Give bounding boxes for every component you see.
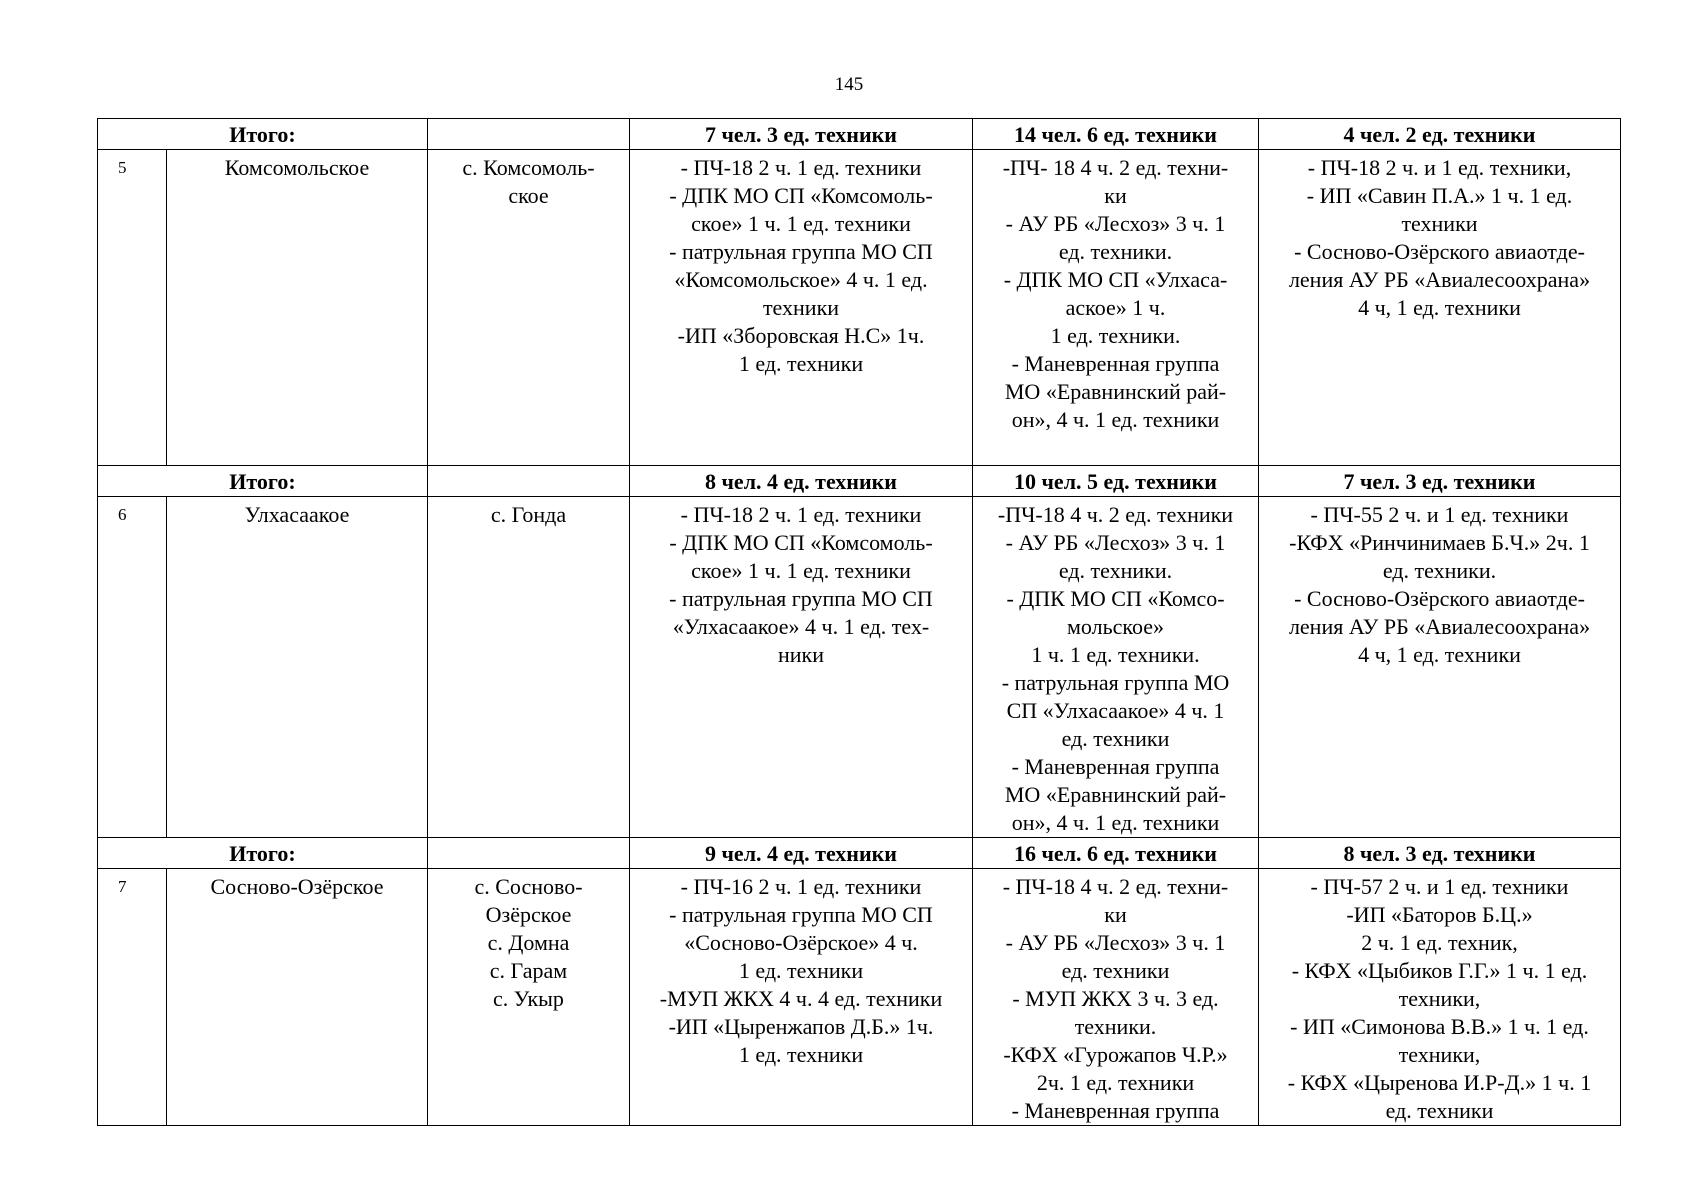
cell-line: -ИП «Зборовская Н.С» 1ч.: [677, 323, 925, 348]
cell-line: - ПЧ-18 4 ч. 2 ед. техни-: [1002, 874, 1229, 899]
cell-line: Озёрское: [485, 902, 572, 927]
cell-line: с. Комсомоль-: [462, 155, 595, 180]
cell-line: - Сосново-Озёрского авиаотде-: [1294, 586, 1585, 611]
row-number: 7: [98, 869, 167, 1126]
total-label: Итого:: [98, 838, 428, 869]
cell-line: - АУ РБ «Лесхоз» 3 ч. 1: [1005, 211, 1226, 236]
row-number: 6: [98, 497, 167, 838]
cell-line: - Маневренная группа: [1011, 1098, 1220, 1123]
cell-line: «Улхасаакое» 4 ч. 1 ед. тех-: [672, 614, 930, 639]
cell-line: техники.: [1074, 1014, 1157, 1039]
cell-line: - КФХ «Цыренова И.Р-Д.» 1 ч. 1: [1287, 1070, 1592, 1095]
col-b-cell: [973, 150, 1259, 466]
cell-line: ки: [1104, 183, 1127, 208]
cell-line: - ПЧ-18 2 ч. 1 ед. техники: [680, 155, 922, 180]
cell-line: ское» 1 ч. 1 ед. техники: [691, 211, 911, 236]
col-b-cell: [973, 869, 1259, 1126]
cell-line: - ДПК МО СП «Улхаса-: [1003, 267, 1228, 292]
cell-line: 1 ед. техники: [738, 1042, 864, 1067]
cell-line: -МУП ЖКХ 4 ч. 4 ед. техники: [659, 986, 943, 1011]
cell-line: - АУ РБ «Лесхоз» 3 ч. 1: [1005, 530, 1226, 555]
col-c-cell: [1259, 150, 1621, 466]
cell-line: техники,: [1398, 1042, 1481, 1067]
cell-line: - патрульная группа МО СП: [669, 239, 933, 264]
cell-line: -ПЧ- 18 4 ч. 2 ед. техни-: [1002, 155, 1229, 180]
localities-cell: [428, 497, 630, 838]
cell-line: - ПЧ-57 2 ч. и 1 ед. техники: [1310, 874, 1569, 899]
total-col-a: 8 чел. 4 ед. техники: [630, 466, 973, 497]
cell-line: ники: [777, 642, 824, 667]
cell-line: 2 ч. 1 ед. техник,: [1361, 930, 1518, 955]
cell-line: - МУП ЖКХ 3 ч. 3 ед.: [1012, 986, 1219, 1011]
cell-line: СП «Улхасаакое» 4 ч. 1: [1006, 698, 1225, 723]
total-col-c: 8 чел. 3 ед. техники: [1259, 838, 1621, 869]
cell-line: с. Домна: [487, 930, 570, 955]
cell-line: 4 ч, 1 ед. техники: [1358, 642, 1521, 667]
cell-line: аское» 1 ч.: [1065, 295, 1166, 320]
cell-line: «Сосново-Озёрское» 4 ч.: [684, 930, 918, 955]
cell-line: 1 ед. техники: [738, 958, 864, 983]
total-col-c: 7 чел. 3 ед. техники: [1259, 466, 1621, 497]
cell-line: - Сосново-Озёрского авиаотде-: [1294, 239, 1585, 264]
cell-line: -КФХ «Ринчинимаев Б.Ч.» 2ч. 1: [1289, 530, 1590, 555]
cell-line: - ПЧ-18 2 ч. и 1 ед. техники,: [1307, 155, 1572, 180]
cell-line: ед. техники: [1385, 1098, 1494, 1123]
total-col-b: 16 чел. 6 ед. техники: [973, 838, 1259, 869]
total-row: [98, 119, 1621, 150]
cell-line: техники: [762, 295, 840, 320]
cell-line: - КФХ «Цыбиков Г.Г.» 1 ч. 1 ед.: [1291, 958, 1588, 983]
col-c-cell: [1259, 869, 1621, 1126]
total-empty-cell: [428, 838, 630, 869]
cell-line: ления АУ РБ «Авиалесоохрана»: [1288, 267, 1591, 292]
cell-line: ское: [508, 183, 549, 208]
cell-line: ед. техники: [1061, 958, 1170, 983]
cell-line: -ИП «Баторов Б.Ц.»: [1346, 902, 1533, 927]
col-c-cell: [1259, 497, 1621, 838]
cell-line: МО «Еравнинский рай-: [1004, 379, 1227, 404]
cell-line: - ИП «Савин П.А.» 1 ч. 1 ед.: [1306, 183, 1573, 208]
cell-line: техники: [1401, 211, 1478, 236]
cell-line: ед. техники.: [1058, 558, 1173, 583]
localities-cell: [428, 869, 630, 1126]
row-number: 5: [98, 150, 167, 466]
resources-table: [97, 118, 1621, 1126]
total-col-a: 9 чел. 4 ед. техники: [630, 838, 973, 869]
col-a-cell: [630, 869, 973, 1126]
cell-line: он», 4 ч. 1 ед. техники: [1011, 810, 1220, 835]
cell-line: с. Гарам: [489, 958, 568, 983]
col-a-cell: [630, 497, 973, 838]
cell-line: - ПЧ-16 2 ч. 1 ед. техники: [680, 874, 922, 899]
settlement-name: Комсомольское: [167, 150, 428, 466]
total-empty-cell: [428, 466, 630, 497]
cell-line: с. Укыр: [493, 986, 564, 1011]
cell-line: - ДПК МО СП «Комсомоль-: [669, 530, 933, 555]
total-label: Итого:: [98, 466, 428, 497]
cell-line: - патрульная группа МО: [1001, 670, 1230, 695]
cell-line: - ИП «Симонова В.В.» 1 ч. 1 ед.: [1290, 1014, 1589, 1039]
cell-line: 2ч. 1 ед. техники: [1036, 1070, 1195, 1095]
settlement-row: [98, 869, 1621, 1126]
total-label: Итого:: [98, 119, 428, 150]
cell-line: МО «Еравнинский рай-: [1004, 782, 1227, 807]
cell-line: ед. техники: [1061, 726, 1170, 751]
cell-line: ления АУ РБ «Авиалесоохрана»: [1288, 614, 1591, 639]
cell-line: он», 4 ч. 1 ед. техники: [1011, 407, 1220, 432]
cell-line: техники,: [1398, 986, 1481, 1011]
cell-line: 1 ед. техники.: [1050, 323, 1181, 348]
total-col-b: 10 чел. 5 ед. техники: [973, 466, 1259, 497]
cell-line: с. Гонда: [490, 502, 567, 527]
total-col-a: 7 чел. 3 ед. техники: [630, 119, 973, 150]
cell-line: ки: [1104, 902, 1127, 927]
cell-line: 1 ч. 1 ед. техники.: [1031, 642, 1200, 667]
cell-line: -ПЧ-18 4 ч. 2 ед. техники: [997, 502, 1234, 527]
cell-line: - ДПК МО СП «Комсомоль-: [669, 183, 933, 208]
cell-line: - ПЧ-18 2 ч. 1 ед. техники: [680, 502, 922, 527]
cell-line: - АУ РБ «Лесхоз» 3 ч. 1: [1005, 930, 1226, 955]
total-row: [98, 838, 1621, 869]
cell-line: - Маневренная группа: [1011, 754, 1220, 779]
cell-line: - ДПК МО СП «Комсо-: [1006, 586, 1225, 611]
total-empty-cell: [428, 119, 630, 150]
cell-line: - Маневренная группа: [1011, 351, 1220, 376]
cell-line: -КФХ «Гурожапов Ч.Р.»: [1003, 1042, 1228, 1067]
total-col-b: 14 чел. 6 ед. техники: [973, 119, 1259, 150]
cell-line: - патрульная группа МО СП: [669, 586, 933, 611]
page-number: 145: [834, 74, 864, 95]
cell-line: - ПЧ-55 2 ч. и 1 ед. техники: [1310, 502, 1569, 527]
cell-line: мольское»: [1066, 614, 1164, 639]
settlement-row: [98, 497, 1621, 838]
col-a-cell: [630, 150, 973, 466]
cell-line: ед. техники.: [1058, 239, 1173, 264]
settlement-name: Сосново-Озёрское: [167, 869, 428, 1126]
cell-line: - патрульная группа МО СП: [669, 902, 933, 927]
col-b-cell: [973, 497, 1259, 838]
cell-line: -ИП «Цыренжапов Д.Б.» 1ч.: [668, 1014, 934, 1039]
cell-line: ед. техники.: [1382, 558, 1497, 583]
settlement-row: [98, 150, 1621, 466]
cell-line: «Комсомольское» 4 ч. 1 ед.: [674, 267, 928, 292]
cell-line: 4 ч, 1 ед. техники: [1358, 295, 1521, 320]
cell-line: 1 ед. техники: [738, 351, 864, 376]
cell-line: ское» 1 ч. 1 ед. техники: [691, 558, 911, 583]
total-col-c: 4 чел. 2 ед. техники: [1259, 119, 1621, 150]
localities-cell: [428, 150, 630, 466]
cell-line: с. Сосново-: [474, 874, 583, 899]
settlement-name: Улхасаакое: [167, 497, 428, 838]
total-row: [98, 466, 1621, 497]
